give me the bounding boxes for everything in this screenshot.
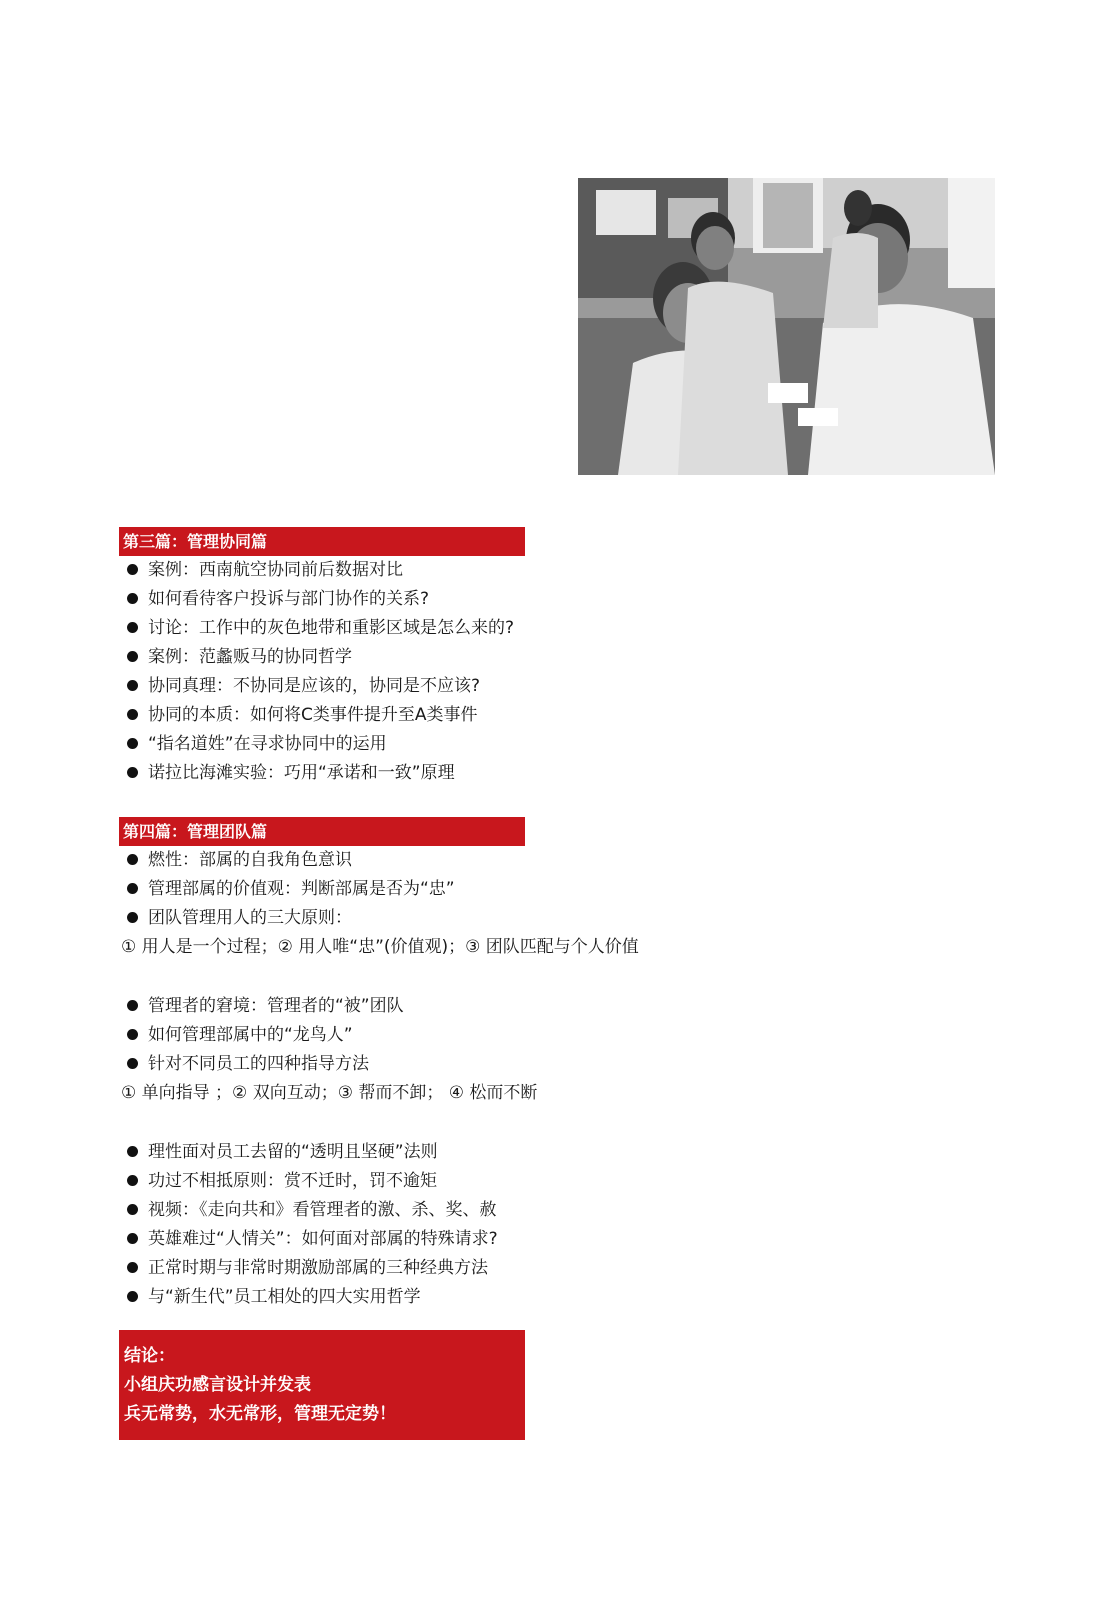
list-item: 如何管理部属中的“龙鸟人” [121, 1021, 537, 1050]
bullet-icon [127, 912, 138, 923]
list-item: 正常时期与非常时期激励部属的三种经典方法 [121, 1254, 498, 1283]
bullet-icon [127, 1291, 138, 1302]
list-item: 视频：《走向共和》看管理者的激、杀、奖、赦 [121, 1196, 498, 1225]
bullet-icon [127, 1175, 138, 1186]
list-item: 诺拉比海滩实验：巧用“承诺和一致”原理 [121, 759, 514, 788]
list-item: “指名道姓”在寻求协同中的运用 [121, 730, 514, 759]
bullet-icon [127, 564, 138, 575]
list-item: 英雄难过“人情关”：如何面对部属的特殊请求? [121, 1225, 498, 1254]
list-item: 如何看待客户投诉与部门协作的关系? [121, 585, 514, 614]
bullet-icon [127, 1233, 138, 1244]
list-item: 针对不同员工的四种指导方法 [121, 1050, 537, 1079]
conclusion-box [119, 1330, 525, 1440]
conclusion-line-2: 兵无常势，水无常形，管理无定势！ [124, 1404, 396, 1424]
bullet-icon [127, 622, 138, 633]
list-item: 管理部属的价值观：判断部属是否为“忠” [121, 875, 639, 904]
list-item: 功过不相抵原则：赏不迁时，罚不逾矩 [121, 1167, 498, 1196]
section4-list-1 [121, 846, 639, 962]
bullet-icon [127, 651, 138, 662]
bullet-icon [127, 680, 138, 691]
list-item: 理性面对员工去留的“透明且坚硬”法则 [121, 1138, 498, 1167]
list-item: 管理者的窘境：管理者的“被”团队 [121, 992, 537, 1021]
conclusion-line-1: 小组庆功感言设计并发表 [124, 1375, 311, 1395]
section4-title: 第四篇：管理团队篇 [119, 817, 525, 846]
list-item: 与“新生代”员工相处的四大实用哲学 [121, 1283, 498, 1312]
list-item: 燃性：部属的自我角色意识 [121, 846, 639, 875]
bullet-icon [127, 1262, 138, 1273]
training-photo [578, 178, 995, 475]
bullet-icon [127, 593, 138, 604]
bullet-icon [127, 1204, 138, 1215]
bullet-icon [127, 854, 138, 865]
methods-note: ① 单向指导 ；② 双向互动；③ 帮而不卸； ④ 松而不断 [121, 1083, 538, 1103]
list-item: 协同真理：不协同是应该的，协同是不应该? [121, 672, 514, 701]
list-item: 讨论：工作中的灰色地带和重影区域是怎么来的? [121, 614, 514, 643]
bullet-icon [127, 1000, 138, 1011]
section3-list [121, 556, 514, 788]
conclusion-label: 结论： [124, 1346, 175, 1366]
section4-list-2 [121, 992, 537, 1108]
bullet-icon [127, 709, 138, 720]
list-item: 案例：西南航空协同前后数据对比 [121, 556, 514, 585]
bullet-icon [127, 767, 138, 778]
section4-list-3 [121, 1138, 498, 1312]
bullet-icon [127, 1029, 138, 1040]
bullet-icon [127, 1058, 138, 1069]
bullet-icon [127, 883, 138, 894]
list-item: 案例：范蠡贩马的协同哲学 [121, 643, 514, 672]
bullet-icon [127, 1146, 138, 1157]
bullet-icon [127, 738, 138, 749]
list-item: 协同的本质：如何将C类事件提升至A类事件 [121, 701, 514, 730]
principles-note: ① 用人是一个过程；② 用人唯“忠”(价值观)；③ 团队匹配与个人价值 [121, 937, 639, 957]
section3-title: 第三篇：管理协同篇 [119, 527, 525, 556]
list-item: 团队管理用人的三大原则： [121, 904, 639, 933]
